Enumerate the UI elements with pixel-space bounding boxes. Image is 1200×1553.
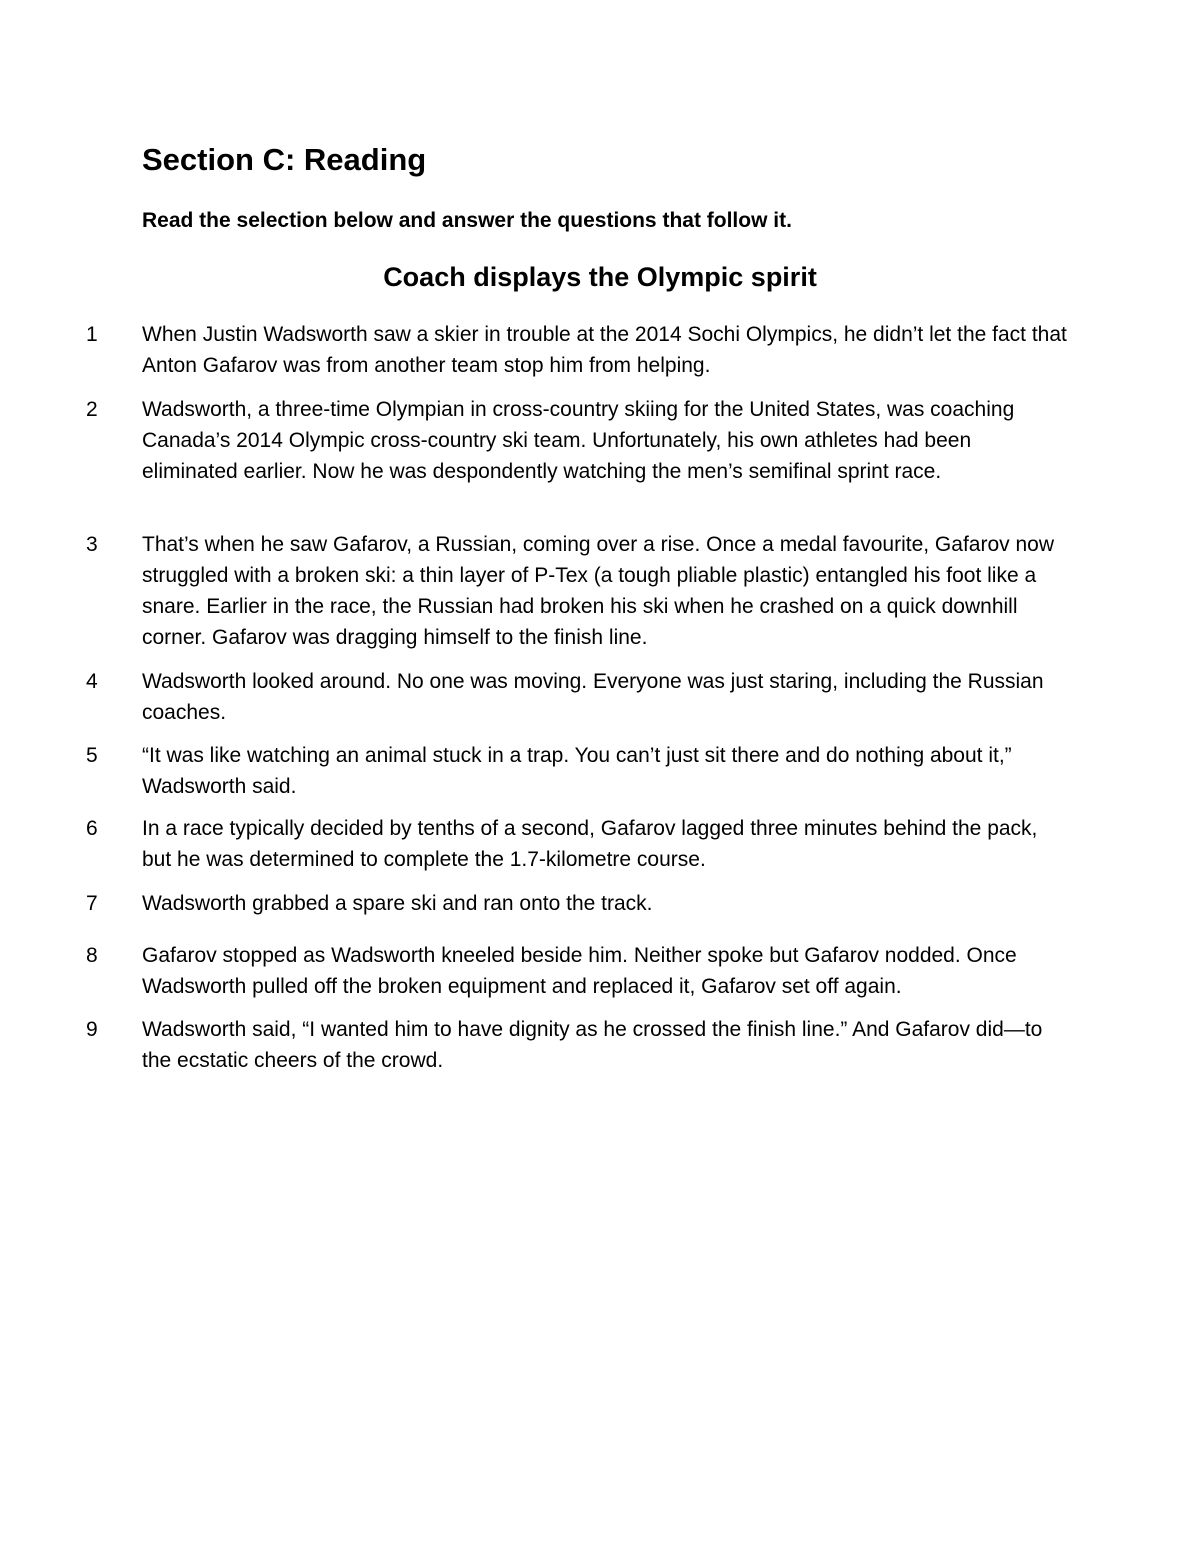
paragraph-text: In a race typically decided by tenths of a second, Gafarov lagged three minutes behind the pack, but he was determined to complete the 1.7-kilometre course. [142, 817, 1038, 871]
section-title: Section C: Reading [142, 142, 427, 177]
paragraph-number: 1 [86, 323, 98, 346]
paragraph-number: 7 [86, 892, 98, 915]
paragraph-number: 4 [86, 670, 98, 693]
paragraph-9 [86, 1014, 1076, 1076]
paragraph-number: 8 [86, 944, 98, 967]
paragraph-text: Wadsworth looked around. No one was moving. Everyone was just staring, including the Russian coaches. [142, 670, 1044, 724]
paragraph-text: When Justin Wadsworth saw a skier in trouble at the 2014 Sochi Olympics, he didn’t let the fact that Anton Gafarov was from another team stop him from helping. [142, 323, 1067, 377]
paragraph-number: 5 [86, 744, 98, 767]
paragraph-1 [86, 319, 1076, 381]
paragraph-number: 2 [86, 398, 98, 421]
paragraph-text: “It was like watching an animal stuck in a trap. You can’t just sit there and do nothing about it,” Wadsworth said. [142, 744, 1012, 798]
instruction-text: Read the selection below and answer the questions that follow it. [142, 209, 792, 232]
paragraph-4 [86, 666, 1076, 728]
paragraph-2 [86, 394, 1076, 487]
paragraph-3 [86, 529, 1076, 653]
paragraph-6 [86, 813, 1076, 875]
paragraph-text: Wadsworth grabbed a spare ski and ran onto the track. [142, 892, 653, 915]
paragraph-number: 6 [86, 817, 98, 840]
paragraph-7 [86, 888, 1076, 919]
paragraph-number: 3 [86, 533, 98, 556]
paragraph-number: 9 [86, 1018, 98, 1041]
paragraph-text: Wadsworth said, “I wanted him to have dignity as he crossed the finish line.” And Gafarov did—to the ecstatic cheers of the crowd. [142, 1018, 1043, 1072]
paragraph-8 [86, 940, 1076, 1002]
paragraph-5 [86, 740, 1076, 802]
paragraph-text: Gafarov stopped as Wadsworth kneeled beside him. Neither spoke but Gafarov nodded. Once Wadsworth pulled off the broken equipment and replaced it, Gafarov set off again. [142, 944, 1017, 998]
article-title: Coach displays the Olympic spirit [383, 262, 817, 292]
paragraph-text: That’s when he saw Gafarov, a Russian, coming over a rise. Once a medal favourite, Gafarov now struggled with a broken ski: a thin layer of P-Tex (a tough pliable plastic) entangled his foot like a snare. Earlier in the race, the Russian had broken his ski when he crashed on a quick downhill corner. Gafarov was dragging himself to the finish line. [142, 533, 1054, 649]
paragraph-text: Wadsworth, a three-time Olympian in cross-country skiing for the United States, was coaching Canada’s 2014 Olympic cross-country ski team. Unfortunately, his own athletes had been eliminated earlier. Now he was despondently watching the men’s semifinal sprint race. [142, 398, 1015, 483]
